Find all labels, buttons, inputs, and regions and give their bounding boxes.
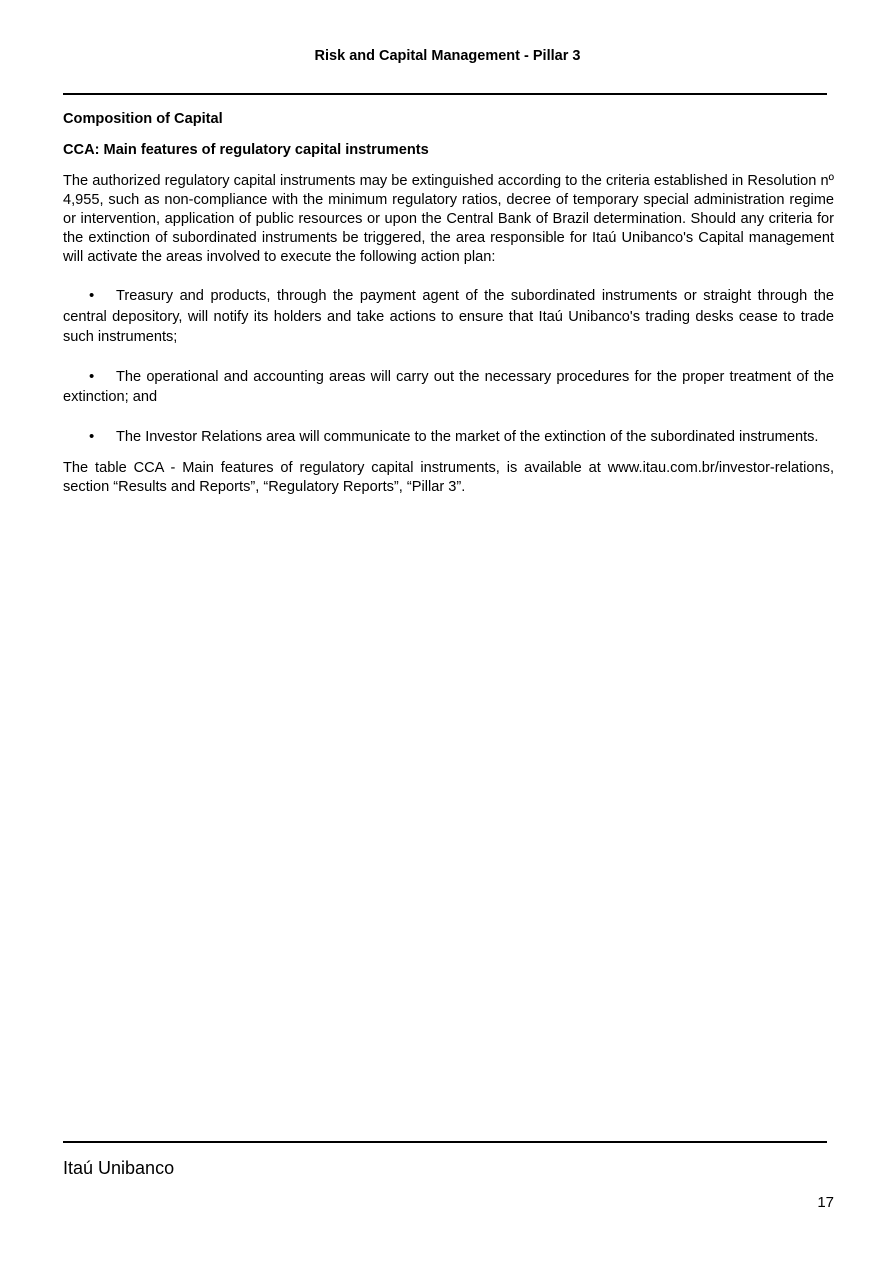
bullet-text: Treasury and products, through the payment agent of the subordinated instruments or straight through the central depository, will notify its holders and take actions to ensure that Itaú Unibanco's trading desks cease to trade such instruments; bbox=[63, 288, 834, 345]
footer-divider bbox=[63, 1141, 827, 1143]
closing-paragraph: The table CCA - Main features of regulatory capital instruments, is available at www.itau.com.br/investor-relations, section “Results and Reports”, “Regulatory Reports”, “Pillar 3”. bbox=[63, 460, 834, 495]
subsection-title: CCA: Main features of regulatory capital instruments bbox=[63, 142, 429, 158]
bullet-item-investor-relations bbox=[63, 427, 834, 448]
header-divider bbox=[63, 93, 827, 95]
bullet-item-operational bbox=[63, 367, 834, 408]
bullet-text: The operational and accounting areas will carry out the necessary procedures for the proper treatment of the extinction; and bbox=[63, 368, 834, 405]
intro-paragraph: The authorized regulatory capital instruments may be extinguished according to the criteria established in Resolution nº 4,955, such as non-compliance with the minimum regulatory ratios, decree of temporary special administration regime or intervention, application of public resources or upon the Central Bank of Brazil determination. Should any criteria for the extinction of subordinated instruments be triggered, the area responsible for Itaú Unibanco's Capital management will activate the areas involved to execute the following action plan: bbox=[63, 173, 834, 265]
bullet-text: The Investor Relations area will communicate to the market of the extinction of the subordinated instruments. bbox=[116, 428, 819, 445]
bullet-icon: • bbox=[89, 427, 95, 445]
footer-brand: Itaú Unibanco bbox=[63, 1158, 175, 1178]
document-body bbox=[63, 110, 834, 497]
section-title: Composition of Capital bbox=[63, 111, 223, 127]
bullet-icon: • bbox=[89, 367, 95, 385]
bullet-item-treasury bbox=[63, 286, 834, 348]
page-header-title: Risk and Capital Management - Pillar 3 bbox=[314, 48, 581, 64]
page-number: 17 bbox=[817, 1194, 834, 1211]
bullet-icon: • bbox=[89, 287, 95, 304]
